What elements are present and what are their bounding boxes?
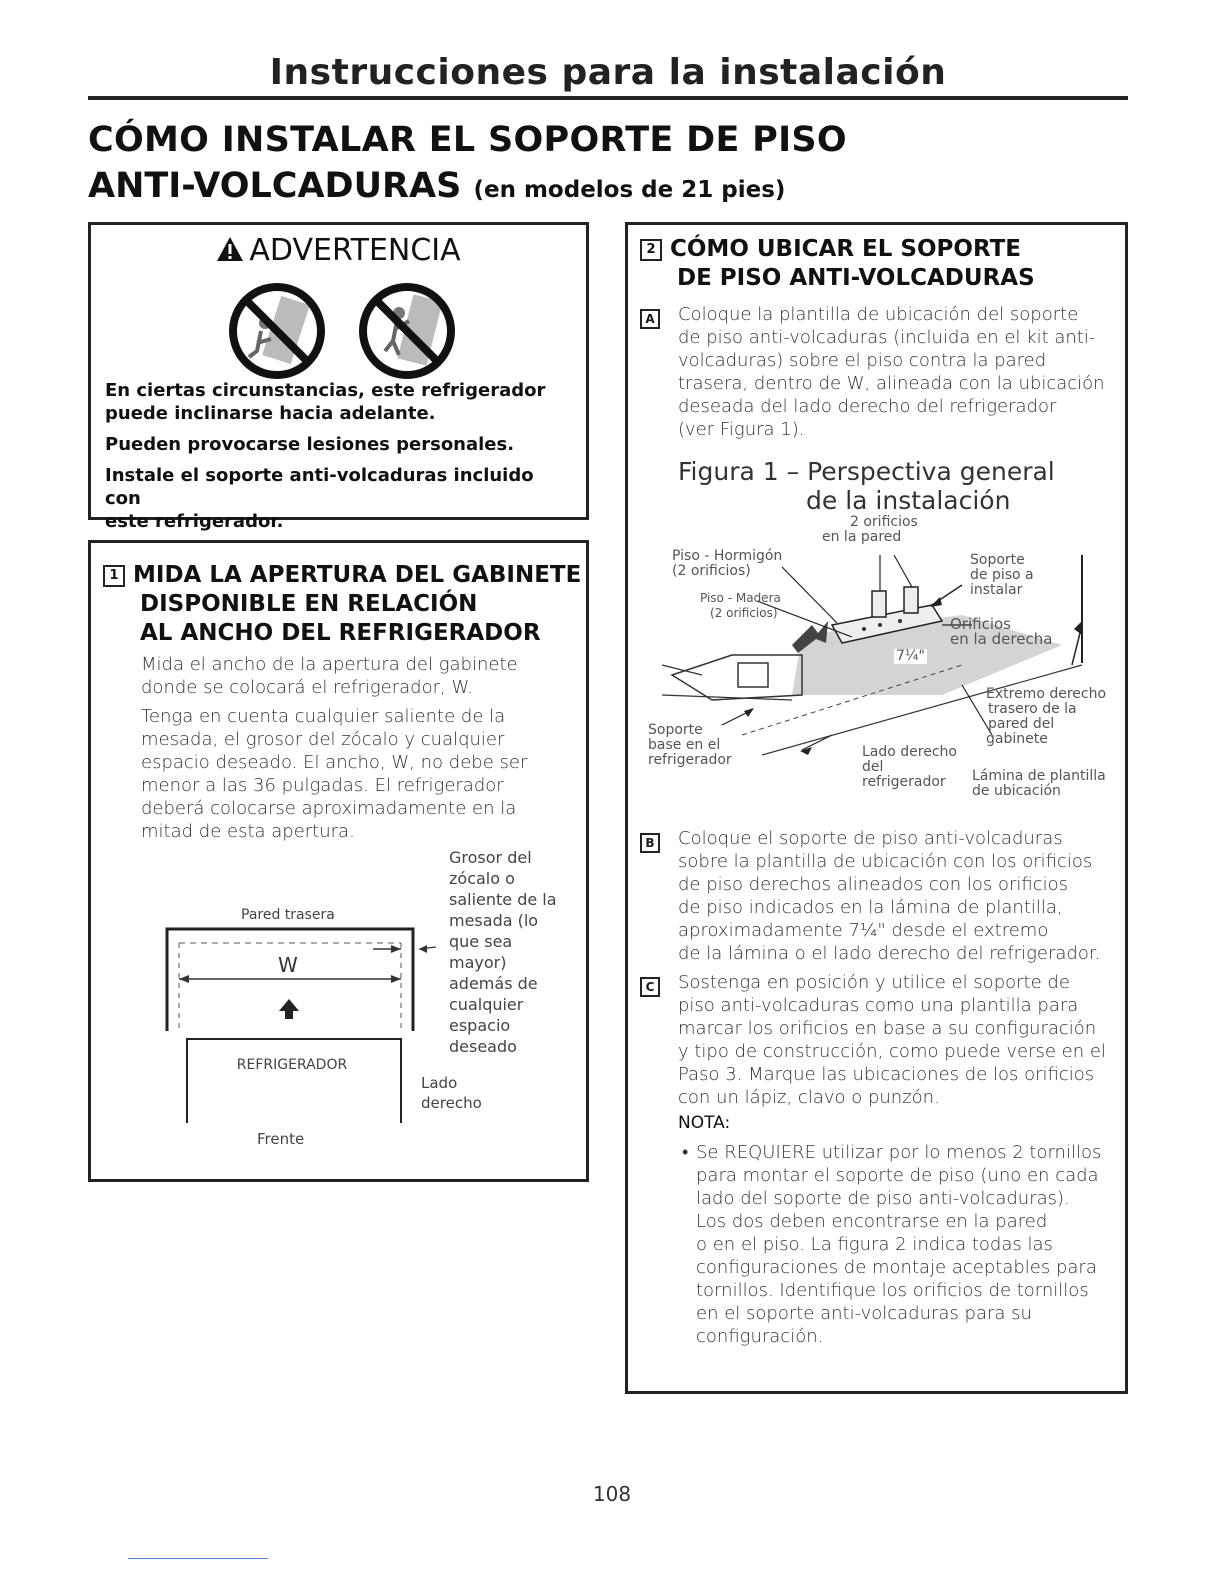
warning-triangle-icon [216, 236, 244, 262]
label-back-end: Extremo derecho trasero de la pared del gabinete [986, 686, 1107, 747]
step2-heading [640, 235, 1120, 293]
side-note: Grosor del zócalo o saliente de la mesada (lo que sea mayor) además de cualquier espacio deseado [449, 848, 557, 1056]
bottom-rule [128, 1558, 268, 1559]
page-title-main: ANTI-VOLCADURAS [88, 166, 462, 206]
note-text: Se REQUIERE utilizar por lo menos 2 tornillos para montar el soporte de piso (uno en cada lado del soporte de piso anti-volcaduras). Los dos deben encontrarse en la pared o en el piso. La figura 2 indica todas las configuraciones de montaje aceptables para tornillos. Identifique los orificios de tornillos en el soporte anti-volcaduras para su configuración. [696, 1142, 1102, 1347]
figure1-title: Figura 1 – Perspectiva general de la instalación [678, 457, 1055, 515]
warning-text [105, 379, 575, 533]
step1-paragraph2: Tenga en cuenta cualquier saliente de la mesada, el grosor del zócalo y cualquier espacio deseado. El ancho, W, no debe ser menor a las 36 pulgadas. El refrigerador deberá colocarse aproximadamente en la mitad de esta apertura. [141, 706, 528, 842]
warning-title-row [91, 233, 586, 268]
label-dimension: 7¼" [896, 648, 925, 664]
label-wood-floor: Piso - Madera (2 orificios) [700, 591, 781, 620]
warning-line: este refrigerador. [105, 511, 284, 532]
label-concrete-floor: Piso - Hormigón (2 orificios) [672, 548, 783, 579]
step1-heading [103, 561, 583, 648]
step2-box [625, 222, 1128, 1394]
label-holes-wall: 2 orificios en la pared [822, 514, 918, 545]
w-label: W [278, 953, 298, 977]
step1-number-box: 1 [103, 565, 125, 587]
step1-box [88, 540, 589, 1182]
page-title-subtitle: (en modelos de 21 pies) [473, 177, 786, 203]
label-holes-right: Orificios en la derecha [950, 615, 1053, 648]
page-title-line2 [88, 166, 785, 206]
bullet-dot: • [682, 1142, 689, 1163]
note-bullet [682, 1141, 1126, 1348]
no-climbing-icon [357, 281, 457, 381]
step-c-box: C [640, 977, 660, 997]
step2-number-box: 2 [640, 239, 662, 261]
cabinet-diagram [161, 923, 451, 1123]
front-label: Frente [257, 1130, 305, 1148]
step2-heading-line: DE PISO ANTI-VOLCADURAS [677, 265, 1035, 291]
warning-box [88, 222, 589, 532]
step2-heading-line: 2 CÓMO UBICAR EL SOPORTE [640, 235, 1120, 264]
label-template-sheet: Lámina de plantilla de ubicación [972, 768, 1106, 799]
no-tipping-icon [227, 281, 327, 381]
step-b-box: B [640, 833, 660, 853]
step1-heading-line: AL ANCHO DEL REFRIGERADOR [140, 620, 541, 646]
page-title-line1: CÓMO INSTALAR EL SOPORTE DE PISO [88, 120, 847, 160]
label-right-side: Lado derecho del refrigerador [862, 744, 957, 790]
step-a-box: A [640, 309, 660, 329]
warning-line: Pueden provocarse lesiones personales. [105, 434, 515, 455]
warning-title: ADVERTENCIA [249, 233, 461, 268]
fridge-label: REFRIGERADOR [236, 1057, 348, 1073]
page-number: 108 [592, 1482, 632, 1506]
step-b-text: Coloque el soporte de piso anti-volcaduras sobre la plantilla de ubicación con los orificios de piso derechos alineados con los orificios de piso indicados en la lámina de plantilla, aproximadamente 7¼" desde el extremo de la lámina o el lado derecho del refrigerador. [678, 828, 1101, 964]
wall-label: Pared trasera [241, 907, 335, 923]
warning-line: Instale el soporte anti-volcaduras incluido con [105, 465, 534, 509]
note-label: NOTA: [678, 1113, 731, 1133]
step-c-text: Sostenga en posición y utilice el soporte de piso anti-volcaduras como una plantilla para marcar los orificios en base a su configuración y tipo de construcción, como puede verse en el Paso 3. Marque las ubicaciones de los orificios con un lápiz, clavo o punzón. [678, 972, 1106, 1108]
label-bracket: Soporte de piso a instalar [970, 552, 1034, 598]
step-a-text: Coloque la plantilla de ubicación del soporte de piso anti-volcaduras (incluida en el kit anti- volcaduras) sobre el piso contra la pared trasera, dentro de W, alineada con la ubicación deseada del lado derecho del refrigerador (ver Figura 1). [678, 304, 1105, 440]
step1-heading-line: DISPONIBLE EN RELACIÓN [140, 591, 478, 617]
section-header: Instrucciones para la instalación [269, 52, 947, 93]
right-side-label: Lado derecho [421, 1074, 482, 1112]
label-base-support: Soporte base en el refrigerador [648, 722, 732, 768]
warning-line: En ciertas circunstancias, este refrigerador [105, 380, 546, 401]
step1-paragraph1: Mida el ancho de la apertura del gabinete donde se colocará el refrigerador, W. [141, 654, 518, 698]
warning-line: puede inclinarse hacia adelante. [105, 403, 436, 424]
header-rule [88, 96, 1128, 100]
step1-heading-line: 1 MIDA LA APERTURA DEL GABINETE [103, 561, 583, 590]
